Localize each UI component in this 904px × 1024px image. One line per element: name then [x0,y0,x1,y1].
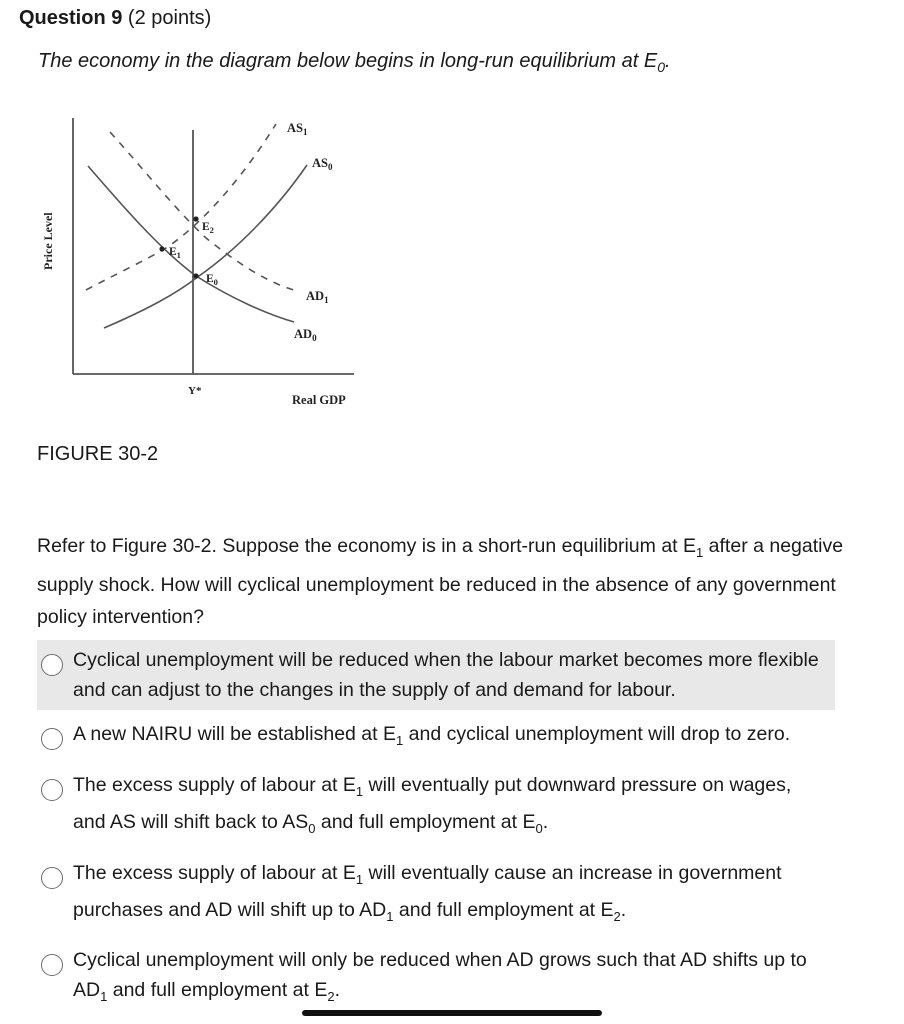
e2-point [193,216,198,221]
option-segment: . [334,979,341,1002]
option-segment: and cyclical unemployment will drop to zero. [403,723,791,745]
radio-button[interactable] [41,867,63,889]
option-text [73,649,819,701]
as0-label: $AS_0$ [312,156,333,172]
question-text [37,530,857,633]
intro-sub: 0 [657,59,666,75]
option-text [73,949,807,1005]
option-segment: will eventually cause an increase in government purchases and AD will shift up to AD [73,861,782,921]
option-segment: . [542,810,549,833]
e1-point [159,246,164,251]
ad1-curve [110,132,294,290]
option-segment: will eventually put downward pressure on wages, and AS will shift back to AS [73,773,792,833]
question-header [19,7,211,30]
answer-option[interactable] [37,765,835,849]
answer-options [37,640,835,1017]
ad0-label: $AD_0$ [294,327,317,343]
as0-curve [104,165,307,328]
option-text [73,723,791,748]
radio-button[interactable] [41,654,63,676]
option-text [73,773,792,836]
y-axis-label: Price Level [41,212,55,270]
answer-option[interactable] [37,714,835,761]
figure-caption: FIGURE 30-2 [37,443,159,465]
ad0-curve [88,166,294,322]
option-segment: and full employment at E [315,810,536,833]
intro-text: The economy in the diagram below begins in long-run equilibrium at E [38,50,658,72]
e0-label: $E_0$ [206,273,218,287]
radio-button[interactable] [41,954,63,976]
question-points: (2 points) [127,7,212,29]
as1-curve [86,124,276,290]
figure-30-2-diagram [36,110,376,410]
question-part2: after a negative supply shock. How will cyclical unemployment be reduced in the absence of any government policy intervention? [37,535,844,628]
question-sub: 1 [696,544,704,560]
option-segment: The excess supply of labour at E [73,773,356,796]
option-subscript: 0 [308,820,316,836]
question-intro [38,50,671,75]
home-indicator-bar [302,1010,602,1016]
option-segment: Cyclical unemployment will only be reduced when AD grows such that AD shifts up to AD [73,949,807,1002]
radio-button[interactable] [41,779,63,801]
option-subscript: 2 [613,908,621,924]
option-subscript: 0 [535,820,543,836]
option-segment: The excess supply of labour at E [73,861,356,884]
option-segment: and full employment at E [393,898,614,921]
radio-button[interactable] [41,728,63,750]
question-label: Question 9 [19,7,123,29]
option-segment: A new NAIRU will be established at E [73,723,396,745]
option-subscript: 1 [355,783,364,799]
intro-end: . [665,50,671,72]
option-subscript: 1 [396,732,404,748]
question-part1: Refer to Figure 30-2. Suppose the economy is in a short-run equilibrium at E [37,535,697,557]
ad1-label: $AD_1$ [306,289,329,305]
option-text [73,861,782,924]
x-axis-label: Real GDP [292,393,346,407]
answer-option[interactable] [37,940,835,1017]
e0-point [193,273,198,278]
option-subscript: 1 [386,908,394,924]
option-subscript: 1 [100,989,108,1005]
as1-label: $AS_1$ [287,121,308,137]
answer-option[interactable] [37,853,835,937]
e2-label: $E_2$ [202,221,214,235]
answer-option[interactable] [37,640,835,710]
option-segment: Cyclical unemployment will be reduced when the labour market becomes more flexible and can adjust to the changes in the supply of and demand for labour. [73,649,819,701]
ystar-label: Y* [188,385,202,397]
e1-label: $E_1$ [169,246,181,260]
option-segment: . [620,898,627,921]
option-subscript: 2 [327,989,335,1005]
option-segment: and full employment at E [107,979,328,1002]
option-subscript: 1 [355,871,364,887]
